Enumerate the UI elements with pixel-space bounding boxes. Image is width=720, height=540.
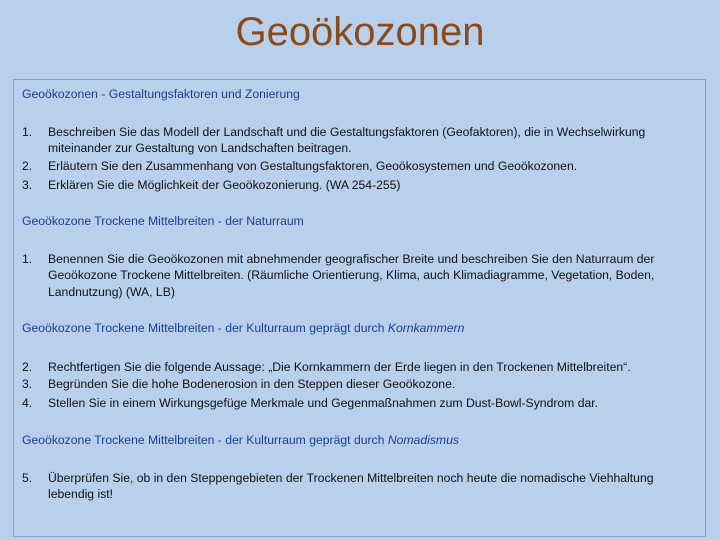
item-number: 1. bbox=[22, 252, 33, 266]
item-text: Erklären Sie die Möglichkeit der Geoökozonierung. (WA 254-255) bbox=[48, 178, 401, 192]
section-heading bbox=[22, 320, 464, 337]
item-text: Landnutzung) (WA, LB) bbox=[48, 285, 175, 299]
item-text: Geoökozone Trockene Mittelbreiten. (Räumliche Orientierung, Klima, auch Klimadiagramme, Vegetation, Boden, bbox=[48, 268, 655, 282]
section-heading-emphasis: Nomadismus bbox=[387, 433, 459, 447]
section-heading: Geoökozone Trockene Mittelbreiten - der Naturraum bbox=[22, 214, 304, 228]
item-text: miteinander zur Gestaltung von Landschaften beitragen. bbox=[48, 141, 352, 155]
item-number: 2. bbox=[22, 360, 33, 374]
section-heading bbox=[22, 432, 459, 449]
item-text: lebendig ist! bbox=[48, 487, 114, 501]
item-text: Benennen Sie die Geoökozonen mit abnehmender geografischer Breite und beschreiben Sie den Naturraum der bbox=[48, 252, 655, 266]
item-text: Stellen Sie in einem Wirkungsgefüge Merkmale und Gegenmaßnahmen zum Dust-Bowl-Syndrom dar. bbox=[48, 396, 599, 410]
item-text: Erläutern Sie den Zusammenhang von Gestaltungsfaktoren, Geoökosystemen und Geoökozonen. bbox=[48, 159, 578, 173]
item-number: 1. bbox=[22, 125, 33, 139]
item-number: 4. bbox=[22, 396, 33, 410]
item-text: Begründen Sie die hohe Bodenerosion in den Steppen dieser Geoökozone. bbox=[48, 377, 456, 391]
section-heading-emphasis: Kornkammern bbox=[387, 321, 465, 335]
item-number: 2. bbox=[22, 159, 33, 173]
section-heading-text: Geoökozone Trockene Mittelbreiten - der Kulturraum geprägt durch bbox=[22, 433, 385, 447]
item-text: Rechtfertigen Sie die folgende Aussage: „Die Kornkammern der Erde liegen in den Trockenen Mittelbreiten“. bbox=[48, 360, 631, 374]
item-text: Beschreiben Sie das Modell der Landschaft und die Gestaltungsfaktoren (Geofaktoren), die in Wechselwirkung bbox=[48, 125, 646, 139]
item-number: 3. bbox=[22, 178, 33, 192]
item-number: 5. bbox=[22, 471, 33, 485]
item-number: 3. bbox=[22, 377, 33, 391]
item-text: Überprüfen Sie, ob in den Steppengebieten der Trockenen Mittelbreiten noch heute die nomadische Viehhaltung bbox=[48, 471, 654, 485]
page-title: Geoökozonen bbox=[235, 10, 485, 54]
section-heading: Geoökozonen - Gestaltungsfaktoren und Zonierung bbox=[22, 87, 300, 101]
section-heading-text: Geoökozone Trockene Mittelbreiten - der Kulturraum geprägt durch bbox=[22, 321, 385, 335]
